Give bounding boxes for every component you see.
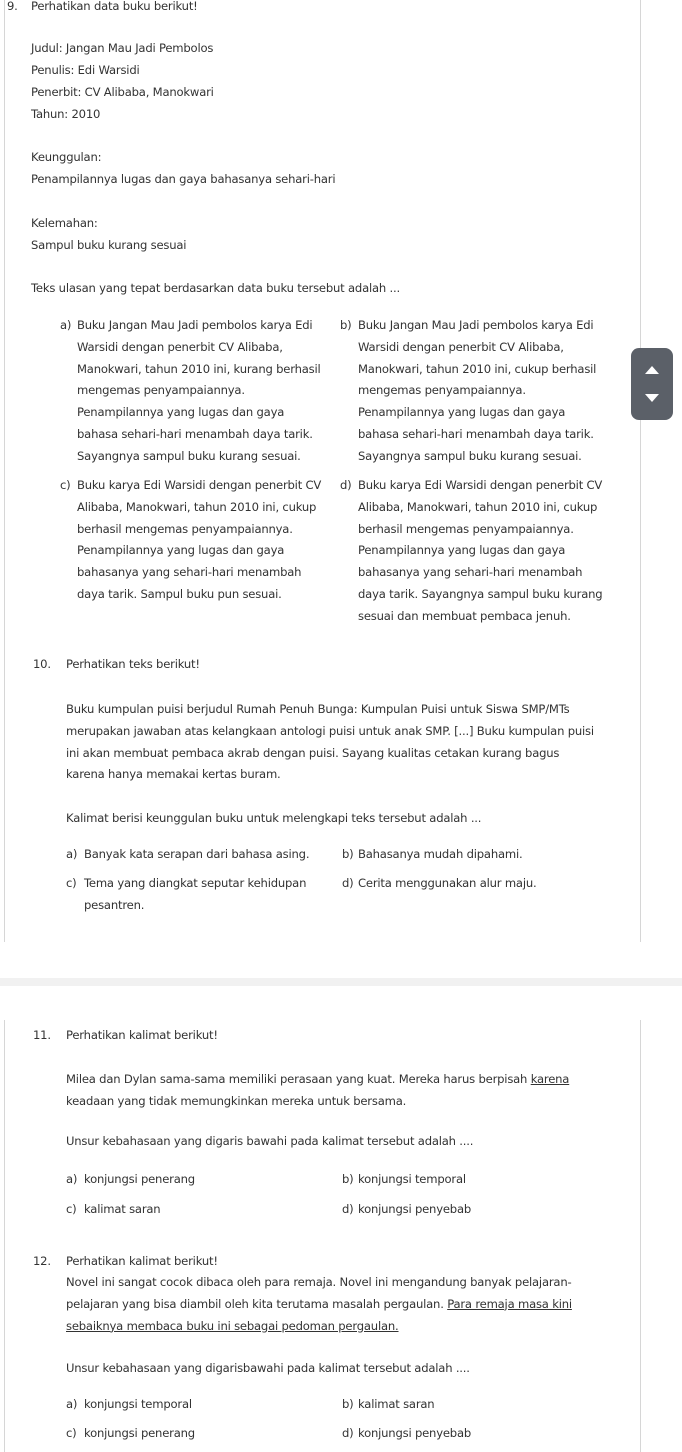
option-text: konjungsi penerang xyxy=(84,1172,195,1186)
option-letter: b) xyxy=(342,1172,354,1186)
scroll-up-icon[interactable] xyxy=(645,366,659,374)
question-text: Teks ulasan yang tepat berdasarkan data buku tersebut adalah ... xyxy=(31,281,400,295)
page-scroll-widget xyxy=(631,348,673,420)
option-letter: d) xyxy=(342,1202,354,1216)
option-text: Buku Jangan Mau Jadi pembolos karya Edi Warsidi dengan penerbit CV Alibaba, Manokwari, tahun 2010 ini, cukup berhasil mengemas penyampaiannya. Penampilannya yang lugas dan gaya bahasa sehari-hari menambah daya tarik. Sayangnya sampul buku kurang sesuai. xyxy=(358,318,597,463)
option-text: konjungsi penyebab xyxy=(358,1202,472,1216)
question-prompt: Perhatikan kalimat berikut! xyxy=(66,1028,218,1042)
page-border-right xyxy=(640,1020,641,1452)
option-text: Bahasanya mudah dipahami. xyxy=(358,847,523,861)
option-letter: d) xyxy=(340,478,352,492)
sentence xyxy=(66,1272,572,1337)
option-text: konjungsi penerang xyxy=(84,1426,195,1440)
weakness-text: Sampul buku kurang sesuai xyxy=(31,238,187,252)
sentence-text: keadaan yang tidak memungkinkan mereka untuk bersama. xyxy=(66,1093,407,1108)
option-letter: a) xyxy=(60,318,72,332)
option-letter: a) xyxy=(66,847,78,861)
page-separator xyxy=(0,978,682,986)
strengths-label: Keunggulan: xyxy=(31,150,102,164)
book-year: Tahun: 2010 xyxy=(31,107,101,121)
book-publisher: Penerbit: CV Alibaba, Manokwari xyxy=(31,85,214,99)
option-text: Banyak kata serapan dari bahasa asing. xyxy=(84,847,310,861)
question-prompt: Perhatikan data buku berikut! xyxy=(31,0,198,13)
underlined-text: Para remaja masa kini xyxy=(447,1296,572,1311)
option-text: Tema yang diangkat seputar kehidupan pesantren. xyxy=(84,876,307,912)
option-letter: b) xyxy=(340,318,352,332)
option-text: Cerita menggunakan alur maju. xyxy=(358,876,537,890)
scroll-down-icon[interactable] xyxy=(645,394,659,402)
underlined-text: sebaiknya membaca buku ini sebagai pedoman pergaulan. xyxy=(66,1318,399,1333)
option-letter: c) xyxy=(66,876,77,890)
option-letter: b) xyxy=(342,847,354,861)
option-letter: c) xyxy=(66,1202,77,1216)
question-prompt: Perhatikan kalimat berikut! xyxy=(66,1254,218,1268)
strengths-text: Penampilannya lugas dan gaya bahasanya sehari-hari xyxy=(31,172,336,186)
option-text: Buku Jangan Mau Jadi pembolos karya Edi Warsidi dengan penerbit CV Alibaba, Manokwari, tahun 2010 ini, kurang berhasil mengemas penyampaiannya. Penampilannya yang lugas dan gaya bahasa sehari-hari menambah daya tarik. Sayangnya sampul buku kurang sesuai. xyxy=(77,318,321,463)
book-author: Penulis: Edi Warsidi xyxy=(31,63,140,77)
question-text: Unsur kebahasaan yang digaris bawahi pada kalimat tersebut adalah .... xyxy=(66,1134,474,1148)
underlined-word: karena xyxy=(530,1072,570,1086)
option-letter: a) xyxy=(66,1397,78,1411)
option-letter: c) xyxy=(60,478,71,492)
weakness-label: Kelemahan: xyxy=(31,216,98,230)
sentence-text: Novel ini sangat cocok dibaca oleh para remaja. Novel ini mengandung banyak pelajaran- pelajaran yang bisa diambil oleh kita terutama masalah pergaulan. xyxy=(66,1275,572,1311)
sentence xyxy=(66,1069,606,1113)
page-border-left xyxy=(4,0,5,942)
option-letter: d) xyxy=(342,876,354,890)
option-letter: b) xyxy=(342,1397,354,1411)
option-text: Buku karya Edi Warsidi dengan penerbit CV Alibaba, Manokwari, tahun 2010 ini, cukup berhasil mengemas penyampaiannya. Penampilannya yang lugas dan gaya bahasanya yang sehari-hari menambah daya tarik. Sayangnya sampul buku kurang sesuai dan membuat pembaca jenuh. xyxy=(358,478,603,623)
option-letter: a) xyxy=(66,1172,78,1186)
passage: Buku kumpulan puisi berjudul Rumah Penuh Bunga: Kumpulan Puisi untuk Siswa SMP/MTs merupakan jawaban atas kelangkaan antologi puisi untuk anak SMP. [...] Buku kumpulan puisi ini akan membuat pembaca akrab dengan puisi. Sayang kualitas cetakan kurang bagus karena hanya memakai kertas buram. xyxy=(66,702,594,782)
question-number: 10. xyxy=(33,657,51,671)
option-letter: d) xyxy=(342,1426,354,1440)
option-text: kalimat saran xyxy=(84,1202,161,1216)
book-title: Judul: Jangan Mau Jadi Pembolos xyxy=(31,41,214,55)
question-text: Unsur kebahasaan yang digarisbawahi pada kalimat tersebut adalah .... xyxy=(66,1361,470,1375)
question-number: 9. xyxy=(7,0,18,13)
option-text: konjungsi temporal xyxy=(358,1172,466,1186)
question-number: 11. xyxy=(33,1028,51,1042)
option-text: kalimat saran xyxy=(358,1397,435,1411)
page-border-left xyxy=(4,1020,5,1452)
option-text: konjungsi penyebab xyxy=(358,1426,472,1440)
page-border-right xyxy=(640,0,641,942)
question-number: 12. xyxy=(33,1254,51,1268)
option-letter: c) xyxy=(66,1426,77,1440)
option-text: Buku karya Edi Warsidi dengan penerbit CV Alibaba, Manokwari, tahun 2010 ini, cukup berhasil mengemas penyampaiannya. Penampilannya yang lugas dan gaya bahasanya yang sehari-hari menambah daya tarik. Sampul buku pun sesuai. xyxy=(77,478,322,601)
sentence-text: Milea dan Dylan sama-sama memiliki perasaan yang kuat. Mereka harus berpisah xyxy=(66,1072,531,1086)
question-text: Kalimat berisi keunggulan buku untuk melengkapi teks tersebut adalah ... xyxy=(66,811,482,825)
question-prompt: Perhatikan teks berikut! xyxy=(66,657,200,671)
option-text: konjungsi temporal xyxy=(84,1397,192,1411)
